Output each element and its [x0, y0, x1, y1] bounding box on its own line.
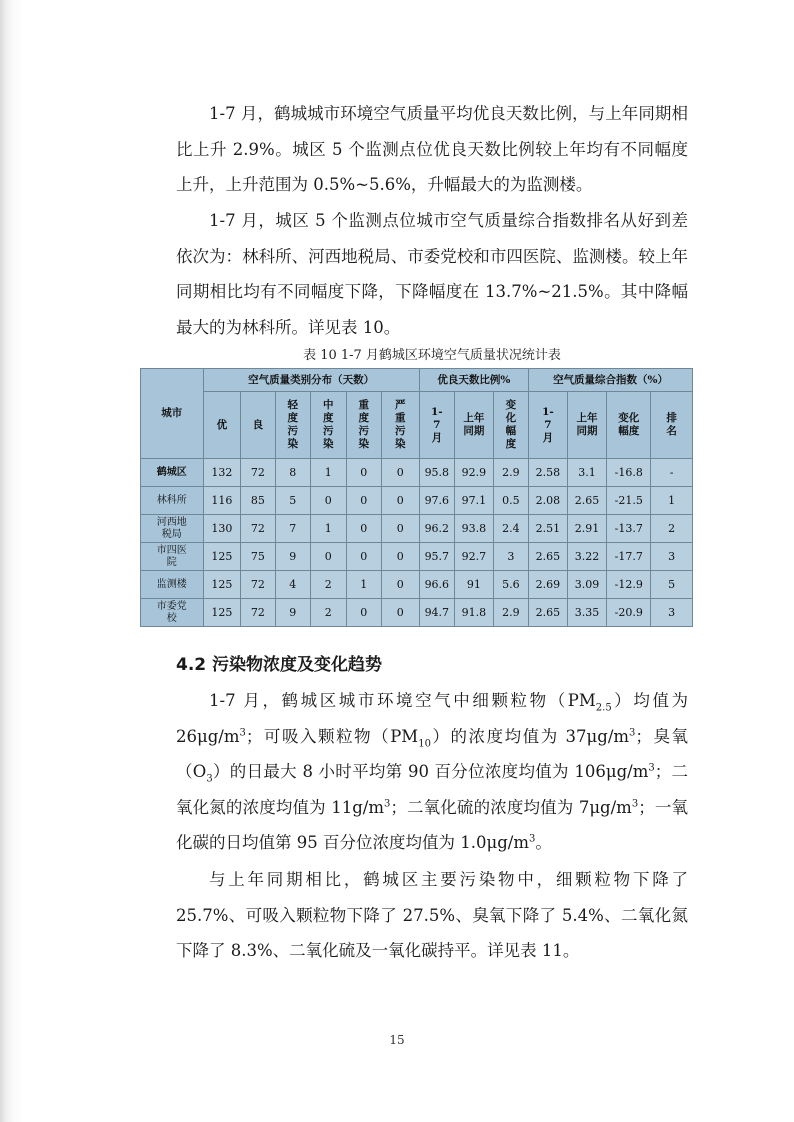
table-cell: 0.5: [493, 487, 528, 515]
table-row: [141, 571, 693, 599]
table-cell: 0: [346, 515, 381, 543]
table-cell: 92.7: [455, 543, 494, 571]
header-city: 城市: [141, 369, 204, 459]
table-cell: 75: [241, 543, 275, 571]
table-cell: 3.35: [567, 599, 607, 627]
table-cell: 2.4: [493, 515, 528, 543]
table-cell: 2.65: [529, 543, 568, 571]
table-cell: 2.9: [493, 459, 528, 487]
table-cell: 96.2: [419, 515, 454, 543]
subheader-ratio-last-year: 上年同期: [455, 392, 494, 459]
table-cell: 0: [346, 487, 381, 515]
air-quality-table: [140, 368, 693, 627]
subheader-index-change: 变化幅度: [607, 392, 651, 459]
table-cell: 72: [241, 459, 275, 487]
table-cell: 3.09: [567, 571, 607, 599]
table-cell: -: [651, 459, 693, 487]
table-cell-city: 市委党校: [141, 599, 204, 627]
table-cell: 1: [346, 571, 381, 599]
subheader-ratio-change: 变化幅度: [493, 392, 528, 459]
table-cell: 8: [275, 459, 310, 487]
section-heading: 4.2 污染物浓度及变化趋势: [176, 655, 383, 675]
table-cell: 3.1: [567, 459, 607, 487]
table-cell: 0: [381, 543, 419, 571]
table-cell-city: 林科所: [141, 487, 204, 515]
table-caption: 表 10 1-7 月鹤城区环境空气质量状况统计表: [303, 348, 561, 363]
subheader-index-last-year: 上年同期: [567, 392, 607, 459]
table-cell: 93.8: [455, 515, 494, 543]
table-cell: -12.9: [607, 571, 651, 599]
table-cell: 91: [455, 571, 494, 599]
table-cell: 95.7: [419, 543, 454, 571]
table-cell: 5: [651, 571, 693, 599]
paragraph-good-days-ratio: 1-7 月，鹤城城市环境空气质量平均优良天数比例，与上年同期相比上升 2.9%。城区 5 个监测点位优良天数比例较上年均有不同幅度上升，上升范围为 0.5%~5.6%，升幅最大的为监测楼。: [176, 104, 688, 194]
table-cell: 4: [275, 571, 310, 599]
paragraph-pollutant-concentrations: 1-7 月，鹤城区城市环境空气中细颗粒物$(PM_{2.5})$均值为 $26\mu g/m^3$；可吸入颗粒物$(PM_{10})$的浓度均值为 $37\mu g/m^3$；臭氧$(O_3)$的日最大 8 小时平均第 90 百分位浓度均值为 $106\mu g/m^3$；二氧化氮的浓度均值为 $11g/m^3$；二氧化硫的浓度均值为 $7\mu g/m^3$；一氧化碳的日均值第 95 百分位浓度均值为 $1.0\mu g/m^3$。: [176, 691, 689, 852]
table-body: [141, 459, 693, 627]
subheader-excellent: 优: [203, 392, 241, 459]
table-cell: -20.9: [607, 599, 651, 627]
table-cell-city: 市四医院: [141, 543, 204, 571]
table-cell: 2.9: [493, 599, 528, 627]
table-cell: 2.69: [529, 571, 568, 599]
subheader-severe-pollution: 严重污染: [381, 392, 419, 459]
table-cell: 0: [346, 543, 381, 571]
table-cell: 9: [275, 543, 310, 571]
table-cell: 5: [275, 487, 310, 515]
table-group-header-row: [141, 369, 693, 392]
table-cell: 96.6: [419, 571, 454, 599]
table-cell: 2.08: [529, 487, 568, 515]
table-cell: 3: [651, 599, 693, 627]
table-cell: 2.91: [567, 515, 607, 543]
paragraph-composite-index-ranking: 1-7 月，城区 5 个监测点位城市空气质量综合指数排名从好到差依次为：林科所、河西地税局、市委党校和市四医院、监测楼。较上年同期相比均有不同幅度下降，下降幅度在 13.7%~21.5%。其中降幅最大的为林科所。详见表 10。: [176, 211, 688, 337]
table-row: [141, 599, 693, 627]
table-cell: 3: [651, 543, 693, 571]
table-cell: 5.6: [493, 571, 528, 599]
table-cell: 2: [311, 571, 346, 599]
table-cell: 2.51: [529, 515, 568, 543]
table-cell-city: 鹤城区: [141, 459, 204, 487]
table-cell: 94.7: [419, 599, 454, 627]
subheader-moderate-pollution: 中度污染: [311, 392, 346, 459]
table-cell: 92.9: [455, 459, 494, 487]
table-cell: 0: [311, 543, 346, 571]
table-cell: 95.8: [419, 459, 454, 487]
table-cell: 1: [311, 515, 346, 543]
table-cell: 97.1: [455, 487, 494, 515]
table-cell: -21.5: [607, 487, 651, 515]
table-cell: 0: [346, 459, 381, 487]
table-row: [141, 543, 693, 571]
table-cell: 132: [203, 459, 241, 487]
table-cell: -16.8: [607, 459, 651, 487]
table-cell: 0: [381, 487, 419, 515]
table-row: [141, 487, 693, 515]
subheader-ratio-current: 1-7月: [419, 392, 454, 459]
subheader-rank: 排名: [651, 392, 693, 459]
table-cell: 116: [203, 487, 241, 515]
table-cell: 0: [381, 459, 419, 487]
table-cell: 9: [275, 599, 310, 627]
table-cell: 1: [311, 459, 346, 487]
table-cell: -17.7: [607, 543, 651, 571]
table-cell: 3: [493, 543, 528, 571]
table-cell-city: 监测楼: [141, 571, 204, 599]
table-cell: 2.65: [567, 487, 607, 515]
subheader-heavy-pollution: 重度污染: [346, 392, 381, 459]
page-number: 15: [389, 1033, 405, 1047]
table-cell: 85: [241, 487, 275, 515]
table-cell: 0: [381, 515, 419, 543]
table-cell: 130: [203, 515, 241, 543]
table-cell: 125: [203, 599, 241, 627]
table-cell: 2: [311, 599, 346, 627]
subheader-light-pollution: 轻度污染: [275, 392, 310, 459]
table-cell: 2: [651, 515, 693, 543]
table-cell: 1: [651, 487, 693, 515]
table-row: [141, 515, 693, 543]
table-cell: 0: [381, 571, 419, 599]
table-cell: 97.6: [419, 487, 454, 515]
table-cell: 125: [203, 571, 241, 599]
table-cell: 125: [203, 543, 241, 571]
table-cell: 2.58: [529, 459, 568, 487]
table-cell: 72: [241, 515, 275, 543]
header-good-ratio: 优良天数比例%: [419, 369, 529, 392]
table-cell: 0: [346, 599, 381, 627]
subheader-index-current: 1-7月: [529, 392, 568, 459]
table-row: [141, 459, 693, 487]
table-cell: 91.8: [455, 599, 494, 627]
table-cell-city: 河西地税局: [141, 515, 204, 543]
table-cell: 0: [381, 599, 419, 627]
table-cell: 3.22: [567, 543, 607, 571]
header-composite-index: 空气质量综合指数（%）: [529, 369, 693, 392]
table-cell: 2.65: [529, 599, 568, 627]
table-cell: 7: [275, 515, 310, 543]
table-cell: -13.7: [607, 515, 651, 543]
paragraph-year-over-year-change: 与上年同期相比，鹤城区主要污染物中，细颗粒物下降了 25.7%、可吸入颗粒物下降了 27.5%、臭氧下降了 5.4%、二氧化氮下降了 8.3%、二氧化硫及一氧化碳持平。详见表 11。: [176, 870, 688, 960]
table-cell: 0: [311, 487, 346, 515]
subheader-good: 良: [241, 392, 275, 459]
table-sub-header-row: [141, 392, 693, 459]
table-cell: 72: [241, 571, 275, 599]
table-cell: 72: [241, 599, 275, 627]
header-quality-days: 空气质量类别分布（天数）: [203, 369, 419, 392]
